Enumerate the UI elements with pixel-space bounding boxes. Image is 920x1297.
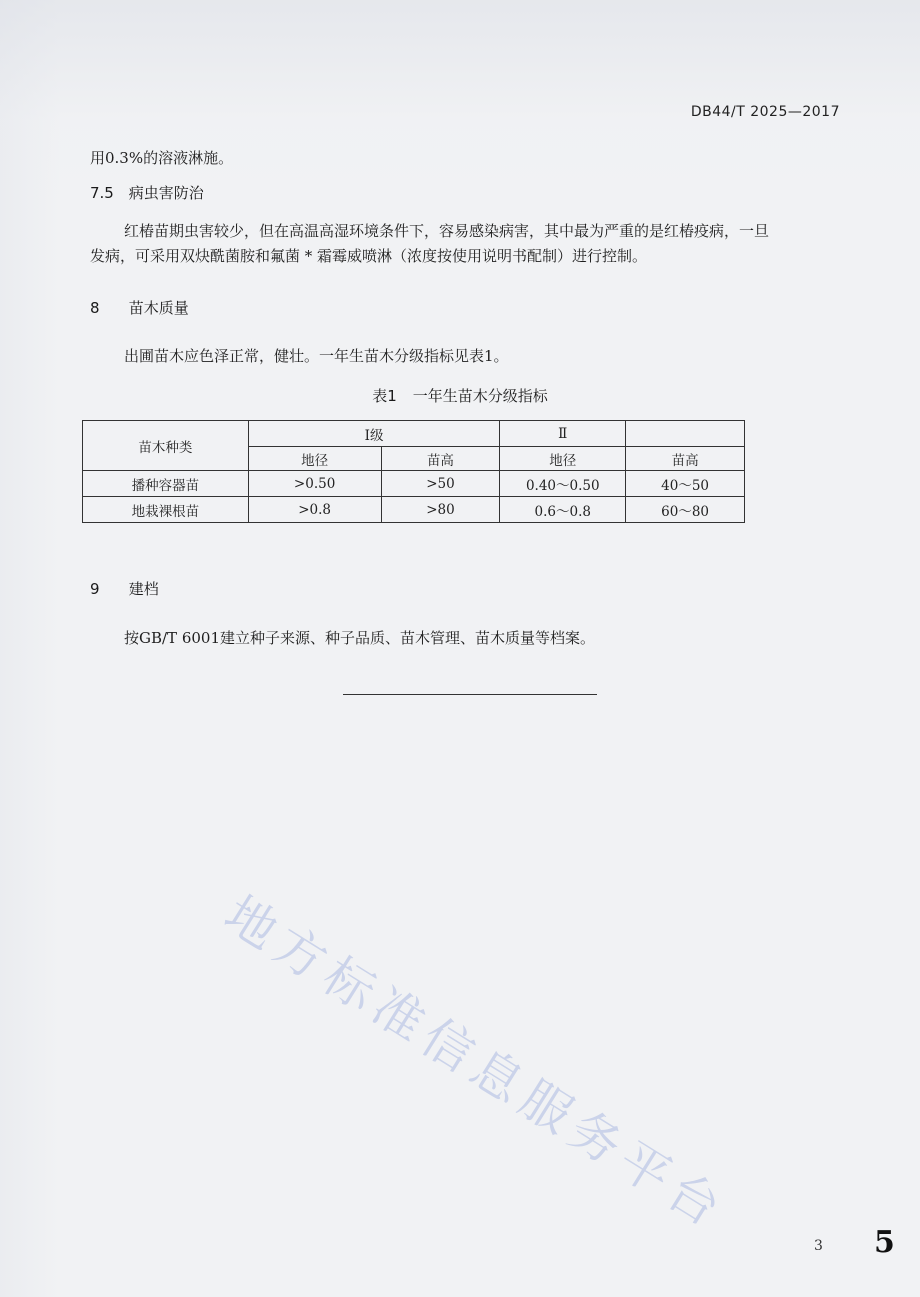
table-caption-number: 表1 [372, 387, 397, 405]
section-8-body: 出圃苗木应色泽正常，健壮。一年生苗木分级指标见表1。 [124, 347, 509, 365]
section-number: 7.5 [90, 184, 114, 202]
section-title: 病虫害防治 [128, 184, 204, 202]
table-cell: >80 [381, 497, 500, 523]
section-7-4-continuation: 用0.3%的溶液淋施。 [90, 149, 234, 167]
subheader-cell: 苗高 [381, 447, 500, 471]
section-number: 8 [90, 299, 100, 317]
table-row [83, 497, 745, 523]
section-9-body: 按GB/T 6001建立种子来源、种子品质、苗木管理、苗木质量等档案。 [124, 629, 596, 647]
subheader-cell: 苗高 [626, 447, 745, 471]
header-seedling-type: 苗木种类 [83, 421, 249, 471]
header-grade-3 [626, 421, 745, 447]
row-seedling-type: 播种容器苗 [83, 471, 249, 497]
table-cell: >0.8 [248, 497, 381, 523]
watermark: 地方标准信息服务平台 [214, 884, 738, 1242]
table-cell: >0.50 [248, 471, 381, 497]
table-row [83, 471, 745, 497]
standard-code: DB44/T 2025—2017 [690, 104, 840, 120]
table-cell: >50 [381, 471, 500, 497]
table-cell: 0.40～0.50 [500, 471, 626, 497]
table-caption-title: 一年生苗木分级指标 [412, 387, 548, 405]
section-7-5-body-line1: 红椿苗期虫害较少，但在高温高湿环境条件下，容易感染病害，其中最为严重的是红椿疫病，一旦 [124, 222, 770, 240]
table-caption [0, 385, 920, 406]
table-cell: 0.6～0.8 [500, 497, 626, 523]
page-number-small: 3 [814, 1238, 823, 1254]
table-cell: 60～80 [626, 497, 745, 523]
row-seedling-type: 地栽裸根苗 [83, 497, 249, 523]
subheader-cell: 地径 [500, 447, 626, 471]
section-9-heading [90, 578, 159, 599]
section-7-5-body-line2: 发病，可采用双炔酰菌胺和氟菌 * 霜霉威喷淋（浓度按使用说明书配制）进行控制。 [90, 247, 648, 265]
table-cell: 40～50 [626, 471, 745, 497]
end-of-document-rule [343, 694, 597, 695]
section-title: 苗木质量 [128, 299, 189, 317]
section-8-heading [90, 297, 189, 318]
page-number-large: 5 [874, 1225, 895, 1260]
subheader-cell: 地径 [248, 447, 381, 471]
table-header-row [83, 421, 745, 447]
header-grade-1: Ⅰ级 [248, 421, 500, 447]
section-7-5-heading [90, 182, 204, 203]
section-title: 建档 [128, 580, 159, 598]
header-grade-2: Ⅱ [500, 421, 626, 447]
section-number: 9 [90, 580, 100, 598]
seedling-grade-table [82, 420, 745, 523]
